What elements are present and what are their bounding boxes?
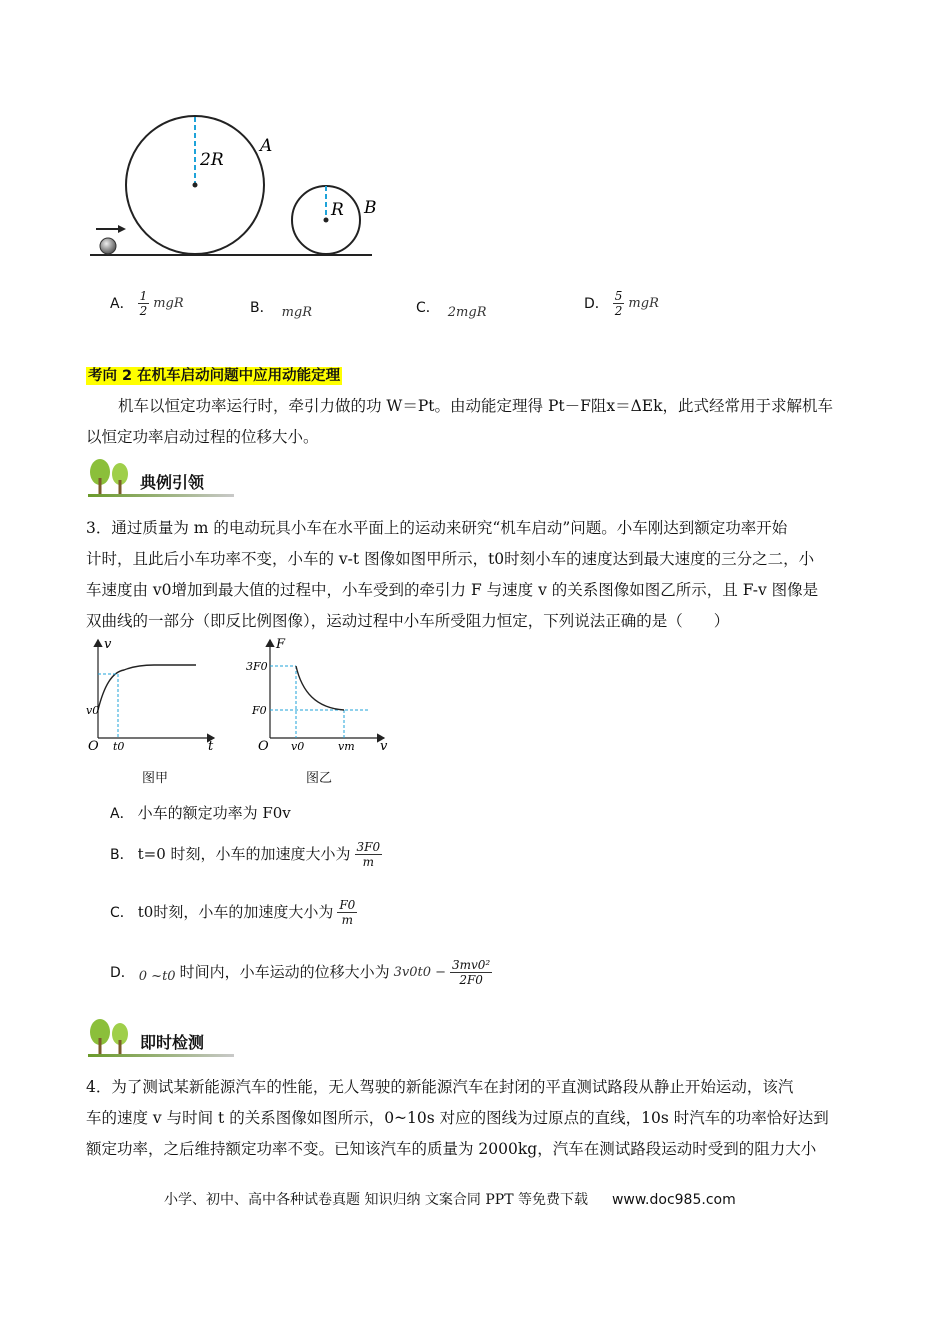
center-a — [193, 183, 198, 188]
option-letter: D． — [584, 296, 609, 312]
fraction: $\frac{1}{2}$ — [139, 288, 148, 318]
label-a: A — [260, 136, 273, 156]
option-text: mgR — [153, 295, 184, 311]
option-letter: C． — [110, 905, 134, 921]
label-v: v — [104, 637, 112, 652]
option-letter: B． — [250, 300, 274, 316]
q3-option-b[interactable] — [110, 834, 382, 874]
label-t: t — [208, 739, 214, 754]
label-v: v — [380, 739, 388, 754]
q2-option-c[interactable] — [416, 292, 487, 322]
label-2r: 2R — [200, 150, 224, 170]
caption-yi: 图乙 — [306, 771, 333, 786]
q2-option-a[interactable] — [110, 288, 184, 318]
q4-line: 车的速度 v 与时间 t 的关系图像如图所示，0~10s 对应的图线为过原点的直线，10s 时汽车的功率恰好达到 — [86, 1109, 829, 1127]
q4-line: 额定功率，之后维持额定功率不变。已知该汽车的质量为 2000kg，汽车在测试路段运动时受到的阻力大小 — [86, 1140, 817, 1158]
hyperbola — [296, 666, 344, 710]
fraction: $\frac{F0}{m}$ — [339, 897, 356, 927]
option-text: 2mgR — [447, 304, 487, 320]
v-t-graph — [84, 636, 224, 756]
banner-title: 典例引领 — [140, 473, 205, 492]
label-r: R — [331, 200, 344, 220]
q4-stem — [86, 1072, 876, 1165]
label-3f0: 3F0 — [246, 660, 268, 673]
option-letter: C． — [416, 300, 440, 316]
fraction: $\frac{3F0}{m}$ — [356, 839, 381, 869]
section-heading — [86, 364, 342, 385]
banner-title: 即时检测 — [140, 1033, 205, 1052]
banner-underline — [88, 1054, 234, 1057]
option-text: mgR — [628, 295, 659, 311]
q3-option-c[interactable] — [110, 892, 357, 932]
option-letter: B． — [110, 847, 134, 863]
banner-check — [88, 1018, 238, 1058]
expression: 3v0t0 − — [393, 964, 446, 980]
label-v0: v0 — [86, 704, 100, 717]
fraction: $\frac{5}{2}$ — [614, 288, 623, 318]
label-o: O — [258, 739, 269, 754]
option-letter: A． — [110, 296, 134, 312]
center-b — [324, 218, 329, 223]
q3-option-d[interactable] — [110, 950, 492, 994]
option-letter: A． — [110, 806, 134, 822]
q3-line: 计时，且此后小车功率不变，小车的 v-t 图像如图甲所示，t0时刻小车的速度达到最大速度的三分之二，小 — [86, 550, 815, 568]
fraction: $\frac{\text{3mv0²}}{2F0}$ — [452, 957, 491, 987]
footer-text: 小学、初中、高中各种试卷真题 知识归纳 文案合同 PPT 等免费下载 — [164, 1192, 588, 1208]
v-curve — [98, 665, 196, 710]
tree-icon — [88, 1018, 136, 1056]
banner-examples — [88, 458, 238, 498]
ball — [100, 238, 116, 254]
caption-jia: 图甲 — [142, 771, 169, 786]
option-text: mgR — [281, 304, 313, 320]
loop-track-figure — [80, 105, 400, 265]
q4-line: 4．为了测试某新能源汽车的性能，无人驾驶的新能源汽车在封闭的平直测试路段从静止开始运动，该汽 — [86, 1078, 794, 1096]
banner-underline — [88, 494, 234, 497]
page-footer — [164, 1190, 736, 1210]
label-vm: vm — [338, 740, 355, 753]
paragraph-line: 机车以恒定功率运行时，牵引力做的功 W＝Pt。由动能定理得 Pt－F阻x＝ΔEk，此式经常用于求解机车 — [118, 397, 834, 415]
section-paragraph — [86, 391, 876, 453]
label-v0: v0 — [291, 740, 305, 753]
q3-line: 双曲线的一部分（即反比例图像），运动过程中小车所受阻力恒定，下列说法正确的是（ ） — [86, 612, 730, 630]
label-f: F — [276, 637, 286, 652]
q2-option-b[interactable] — [250, 292, 312, 322]
option-text: 时间内，小车运动的位移大小为 — [179, 963, 390, 981]
option-text: t=0 时刻，小车的加速度大小为 — [137, 845, 351, 863]
q3-line: 3．通过质量为 m 的电动玩具小车在水平面上的运动来研究“机车启动”问题。小车刚达到额定功率开始 — [86, 519, 788, 537]
f-v-graph — [244, 636, 394, 756]
tree-icon — [88, 458, 136, 496]
option-text: 小车的额定功率为 F0v — [137, 804, 291, 822]
q2-option-d[interactable] — [584, 288, 659, 318]
time-range: 0 ~t0 — [138, 968, 176, 984]
label-f0: F0 — [252, 704, 267, 717]
q3-option-a[interactable] — [110, 800, 291, 826]
paragraph-line: 以恒定功率启动过程的位移大小。 — [86, 428, 319, 446]
q3-line: 车速度由 v0增加到最大值的过程中，小车受到的牵引力 F 与速度 v 的关系图像如图乙所示，且 F-v 图像是 — [86, 581, 819, 599]
footer-link[interactable]: www.doc985.com — [611, 1192, 736, 1208]
label-o: O — [88, 739, 99, 754]
option-letter: D． — [110, 965, 135, 981]
q3-stem — [86, 513, 876, 637]
heading-text: 考向 2 在机车启动问题中应用动能定理 — [88, 368, 341, 384]
label-t0: t0 — [113, 740, 125, 753]
label-b: B — [364, 198, 377, 218]
option-text: t0时刻，小车的加速度大小为 — [137, 903, 334, 921]
